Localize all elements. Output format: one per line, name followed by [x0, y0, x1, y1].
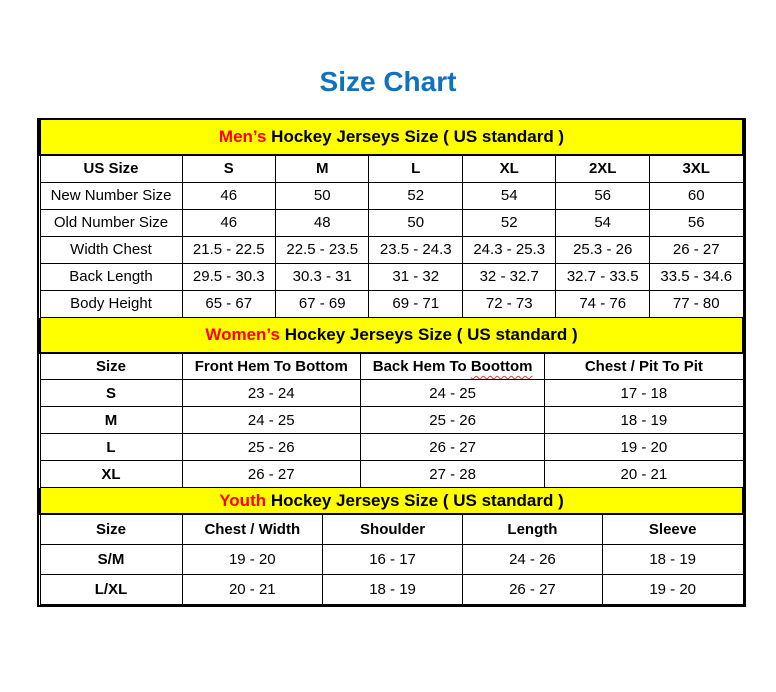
- womens-col-size: Size: [40, 353, 182, 380]
- mens-size-table: [39, 120, 744, 318]
- cell-value: 27 - 28: [361, 461, 545, 488]
- cell-value: 17 - 18: [545, 380, 743, 407]
- cell-value: 30.3 - 31: [276, 263, 369, 290]
- cell-value: 77 - 80: [649, 290, 743, 317]
- cell-value: 23 - 24: [182, 380, 361, 407]
- cell-value: 54: [556, 209, 649, 236]
- cell-value: 31 - 32: [369, 263, 462, 290]
- table-row: [40, 461, 743, 488]
- mens-table-title: [40, 120, 743, 155]
- womens-col-chest: Chest / Pit To Pit: [545, 353, 743, 380]
- womens-col-front-hem: Front Hem To Bottom: [182, 353, 361, 380]
- table-row: [40, 434, 743, 461]
- youth-col-length: Length: [462, 514, 602, 544]
- cell-value: 24 - 25: [182, 407, 361, 434]
- table-row: [40, 407, 743, 434]
- mens-col-xl: XL: [462, 155, 555, 182]
- cell-value: 48: [276, 209, 369, 236]
- mens-col-m: M: [276, 155, 369, 182]
- youth-table-title: [40, 488, 743, 514]
- cell-value: 24 - 26: [462, 544, 602, 574]
- row-label: XL: [40, 461, 182, 488]
- womens-title-rest: Hockey Jerseys Size ( US standard ): [279, 324, 578, 344]
- cell-value: 29.5 - 30.3: [182, 263, 275, 290]
- row-label: Width Chest: [40, 236, 182, 263]
- cell-value: 26 - 27: [462, 574, 602, 604]
- youth-header-row: [40, 514, 743, 544]
- cell-value: 26 - 27: [361, 434, 545, 461]
- cell-value: 26 - 27: [649, 236, 743, 263]
- back-hem-misspelled-word: Boottom: [470, 357, 533, 375]
- cell-value: 69 - 71: [369, 290, 462, 317]
- row-label: New Number Size: [40, 182, 182, 209]
- cell-value: 46: [182, 182, 275, 209]
- youth-col-shoulder: Shoulder: [323, 514, 463, 544]
- cell-value: 65 - 67: [182, 290, 275, 317]
- cell-value: 26 - 27: [182, 461, 361, 488]
- cell-value: 21.5 - 22.5: [182, 236, 275, 263]
- cell-value: 19 - 20: [182, 544, 323, 574]
- cell-value: 23.5 - 24.3: [369, 236, 462, 263]
- cell-value: 25 - 26: [361, 407, 545, 434]
- row-label: Back Length: [40, 263, 182, 290]
- mens-table-band: [40, 120, 743, 155]
- youth-col-sleeve: Sleeve: [602, 514, 743, 544]
- mens-col-s: S: [182, 155, 275, 182]
- youth-size-table: [39, 488, 744, 605]
- womens-table-band: [40, 318, 743, 353]
- cell-value: 16 - 17: [323, 544, 463, 574]
- page-title: Size Chart: [319, 66, 457, 97]
- cell-value: 18 - 19: [545, 407, 743, 434]
- mens-header-row: [40, 155, 743, 182]
- cell-value: 72 - 73: [462, 290, 555, 317]
- cell-value: 56: [556, 182, 649, 209]
- cell-value: 18 - 19: [602, 544, 743, 574]
- cell-value: 50: [276, 182, 369, 209]
- womens-header-row: [40, 353, 743, 380]
- back-hem-prefix: Back Hem To: [372, 357, 471, 375]
- mens-col-l: L: [369, 155, 462, 182]
- cell-value: 67 - 69: [276, 290, 369, 317]
- cell-value: 32 - 32.7: [462, 263, 555, 290]
- cell-value: 74 - 76: [556, 290, 649, 317]
- row-label: S/M: [40, 544, 182, 574]
- cell-value: 20 - 21: [545, 461, 743, 488]
- table-row: [40, 209, 743, 236]
- mens-col-us-size: US Size: [40, 155, 182, 182]
- cell-value: 25 - 26: [182, 434, 361, 461]
- cell-value: 24.3 - 25.3: [462, 236, 555, 263]
- womens-table-title: [40, 318, 743, 353]
- row-label: L: [40, 434, 182, 461]
- row-label: Body Height: [40, 290, 182, 317]
- table-row: [40, 574, 743, 604]
- cell-value: 50: [369, 209, 462, 236]
- cell-value: 25.3 - 26: [556, 236, 649, 263]
- cell-value: 22.5 - 23.5: [276, 236, 369, 263]
- cell-value: 18 - 19: [323, 574, 463, 604]
- cell-value: 32.7 - 33.5: [556, 263, 649, 290]
- mens-col-3xl: 3XL: [649, 155, 743, 182]
- table-row: [40, 380, 743, 407]
- row-label: L/XL: [40, 574, 182, 604]
- mens-title-rest: Hockey Jerseys Size ( US standard ): [266, 127, 565, 146]
- table-row: [40, 236, 743, 263]
- table-row: [40, 544, 743, 574]
- cell-value: 52: [462, 209, 555, 236]
- youth-title-highlight: Youth: [219, 490, 267, 510]
- cell-value: 20 - 21: [182, 574, 323, 604]
- cell-value: 33.5 - 34.6: [649, 263, 743, 290]
- youth-table-band: [40, 488, 743, 514]
- mens-col-2xl: 2XL: [556, 155, 649, 182]
- youth-col-chest-width: Chest / Width: [182, 514, 323, 544]
- table-row: [40, 290, 743, 317]
- row-label: Old Number Size: [40, 209, 182, 236]
- cell-value: 46: [182, 209, 275, 236]
- youth-title-rest: Hockey Jerseys Size ( US standard ): [266, 490, 564, 510]
- cell-value: 54: [462, 182, 555, 209]
- youth-col-size: Size: [40, 514, 182, 544]
- cell-value: 60: [649, 182, 743, 209]
- table-row: [40, 182, 743, 209]
- womens-col-back-hem: [361, 353, 545, 380]
- cell-value: 24 - 25: [361, 380, 545, 407]
- cell-value: 52: [369, 182, 462, 209]
- cell-value: 19 - 20: [545, 434, 743, 461]
- size-chart: [37, 118, 746, 607]
- row-label: M: [40, 407, 182, 434]
- cell-value: 56: [649, 209, 743, 236]
- cell-value: 19 - 20: [602, 574, 743, 604]
- table-row: [40, 263, 743, 290]
- womens-title-highlight: Women’s: [205, 324, 280, 344]
- row-label: S: [40, 380, 182, 407]
- womens-size-table: [39, 318, 744, 489]
- mens-title-highlight: Men’s: [218, 127, 267, 146]
